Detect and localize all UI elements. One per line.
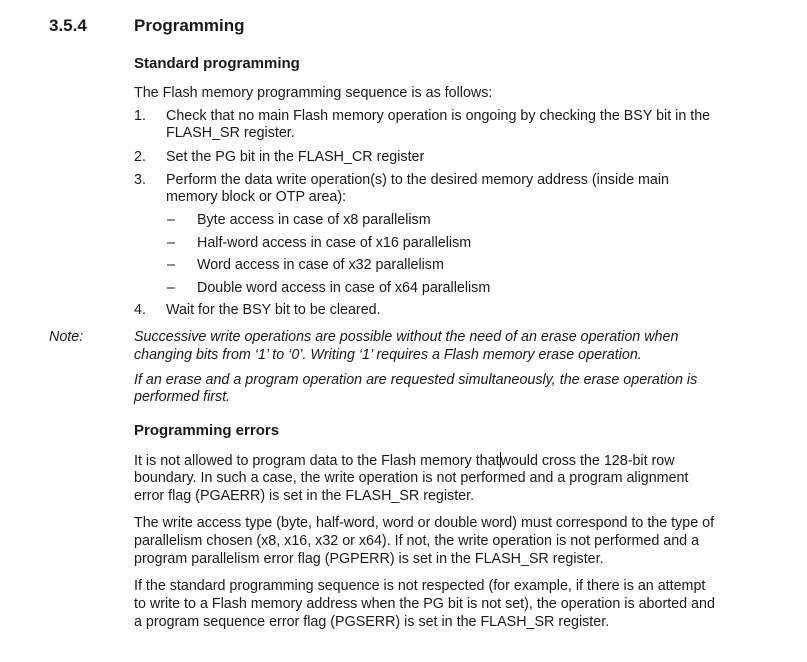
errors-paragraph-line: program parallelism error flag (PGPERR) is set in the FLASH_SR register.	[134, 551, 604, 567]
errors-paragraph-line: If the standard programming sequence is not respected (for example, if there is an attempt	[134, 578, 706, 594]
bullet-dash: –	[167, 235, 175, 251]
errors-paragraph-line: boundary. In such a case, the write operation is not performed and a program alignment	[134, 470, 689, 486]
step-number: 4.	[134, 302, 146, 318]
errors-paragraph-line	[134, 452, 675, 470]
errors-paragraph-line: error flag (PGAERR) is set in the FLASH_SR register.	[134, 488, 475, 504]
note-label: Note:	[49, 329, 84, 345]
step-text: memory block or OTP area):	[166, 189, 347, 205]
bullet-dash: –	[167, 257, 175, 273]
bullet-text: Word access in case of x32 parallelism	[197, 257, 444, 273]
step-text: Set the PG bit in the FLASH_CR register	[166, 149, 425, 165]
errors-paragraph-line: to write to a Flash memory address when the PG bit is not set), the operation is aborted and	[134, 596, 715, 612]
programming-errors-heading: Programming errors	[134, 422, 280, 439]
errors-paragraph-line: The write access type (byte, half-word, word or double word) must correspond to the type of	[134, 515, 715, 531]
step-text: Check that no main Flash memory operation is ongoing by checking the BSY bit in the	[166, 108, 711, 124]
step-text: Perform the data write operation(s) to the desired memory address (inside main	[166, 172, 669, 188]
note-text: If an erase and a program operation are requested simultaneously, the erase operation is	[134, 372, 698, 388]
bullet-text: Byte access in case of x8 parallelism	[197, 212, 431, 228]
step-text: Wait for the BSY bit to be cleared.	[166, 302, 381, 318]
note-text: changing bits from ‘1’ to ‘0’. Writing ‘1’ requires a Flash memory erase operation.	[134, 347, 642, 363]
errors-text-segment: would cross the 128-bit row	[500, 453, 675, 469]
step-number: 1.	[134, 108, 146, 124]
errors-paragraph-line: parallelism chosen (x8, x16, x32 or x64). If not, the write operation is not performed and a	[134, 533, 700, 549]
bullet-text: Half-word access in case of x16 parallelism	[197, 235, 472, 251]
bullet-dash: –	[167, 212, 175, 228]
bullet-dash: –	[167, 280, 175, 296]
section-title: Programming	[134, 16, 245, 35]
section-number: 3.5.4	[49, 16, 87, 35]
errors-text-segment: It is not allowed to program data to the Flash memory that	[134, 453, 500, 469]
errors-paragraph-line: a program sequence error flag (PGSERR) is set in the FLASH_SR register.	[134, 614, 610, 630]
note-text: Successive write operations are possible without the need of an erase operation when	[134, 329, 679, 345]
step-text: FLASH_SR register.	[166, 125, 295, 141]
step-number: 2.	[134, 149, 146, 165]
intro-text: The Flash memory programming sequence is as follows:	[134, 85, 493, 101]
note-text: performed first.	[134, 389, 231, 405]
standard-programming-heading: Standard programming	[134, 55, 300, 72]
step-number: 3.	[134, 172, 146, 188]
bullet-text: Double word access in case of x64 parallelism	[197, 280, 491, 296]
